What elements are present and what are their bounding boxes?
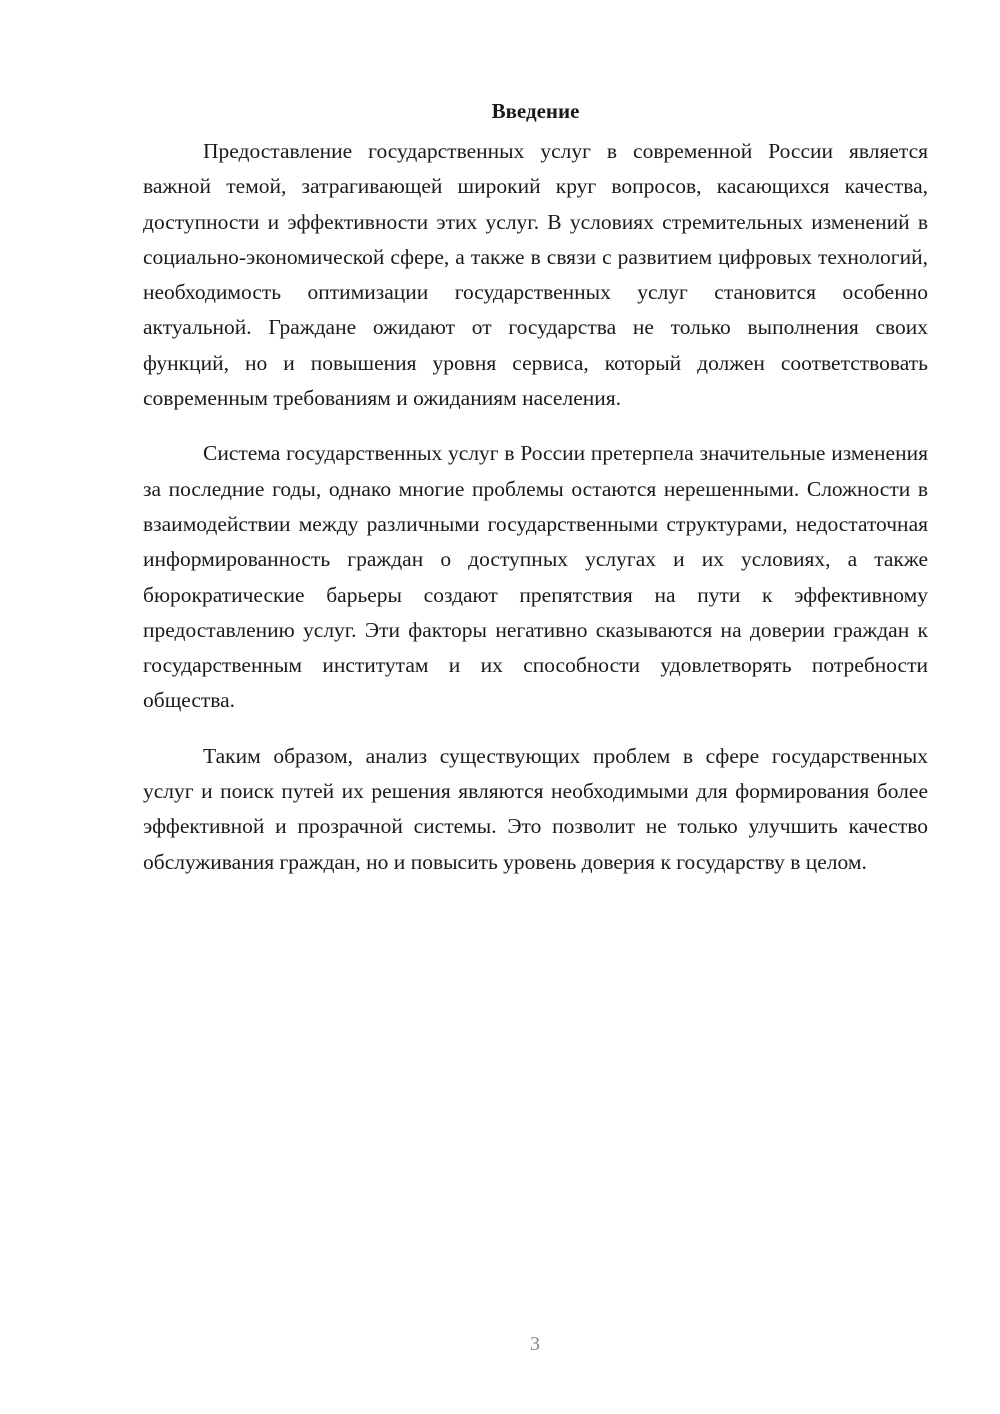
page-number: 3 — [530, 1333, 540, 1355]
paragraph-3: Таким образом, анализ существующих проблем в сфере государственных услуг и поиск путей их решения являются необходимыми для формирования более эффективной и прозрачной системы. Это позволит не только улучшить качество обслуживания граждан, но и повысить уровень доверия к государству в целом. — [143, 743, 928, 874]
paragraph-2: Система государственных услуг в России претерпела значительные изменения за последние годы, однако многие проблемы остаются нерешенными. Сложности в взаимодействии между различными государственными структурами, недостаточная информированность граждан о доступных услугах и их условиях, а также бюрократические барьеры создают препятствия на пути к эффективному предоставлению услуг. Эти факторы негативно сказываются на доверии граждан к государственным институтам и их способности удовлетворять потребности общества. — [143, 441, 928, 713]
paragraph-1: Предоставление государственных услуг в современной России является важной темой, затрагивающей широкий круг вопросов, касающихся качества, доступности и эффективности этих услуг. В условиях стремительных изменений в социально-экономической сфере, а также в связи с развитием цифровых технологий, необходимость оптимизации государственных услуг становится особенно актуальной. Граждане ожидают от государства не только выполнения своих функций, но и повышения уровня сервиса, который должен соответствовать современным требованиям и ожиданиям населения. — [143, 139, 928, 411]
section-heading: Введение — [491, 99, 580, 123]
page-content — [143, 93, 928, 900]
